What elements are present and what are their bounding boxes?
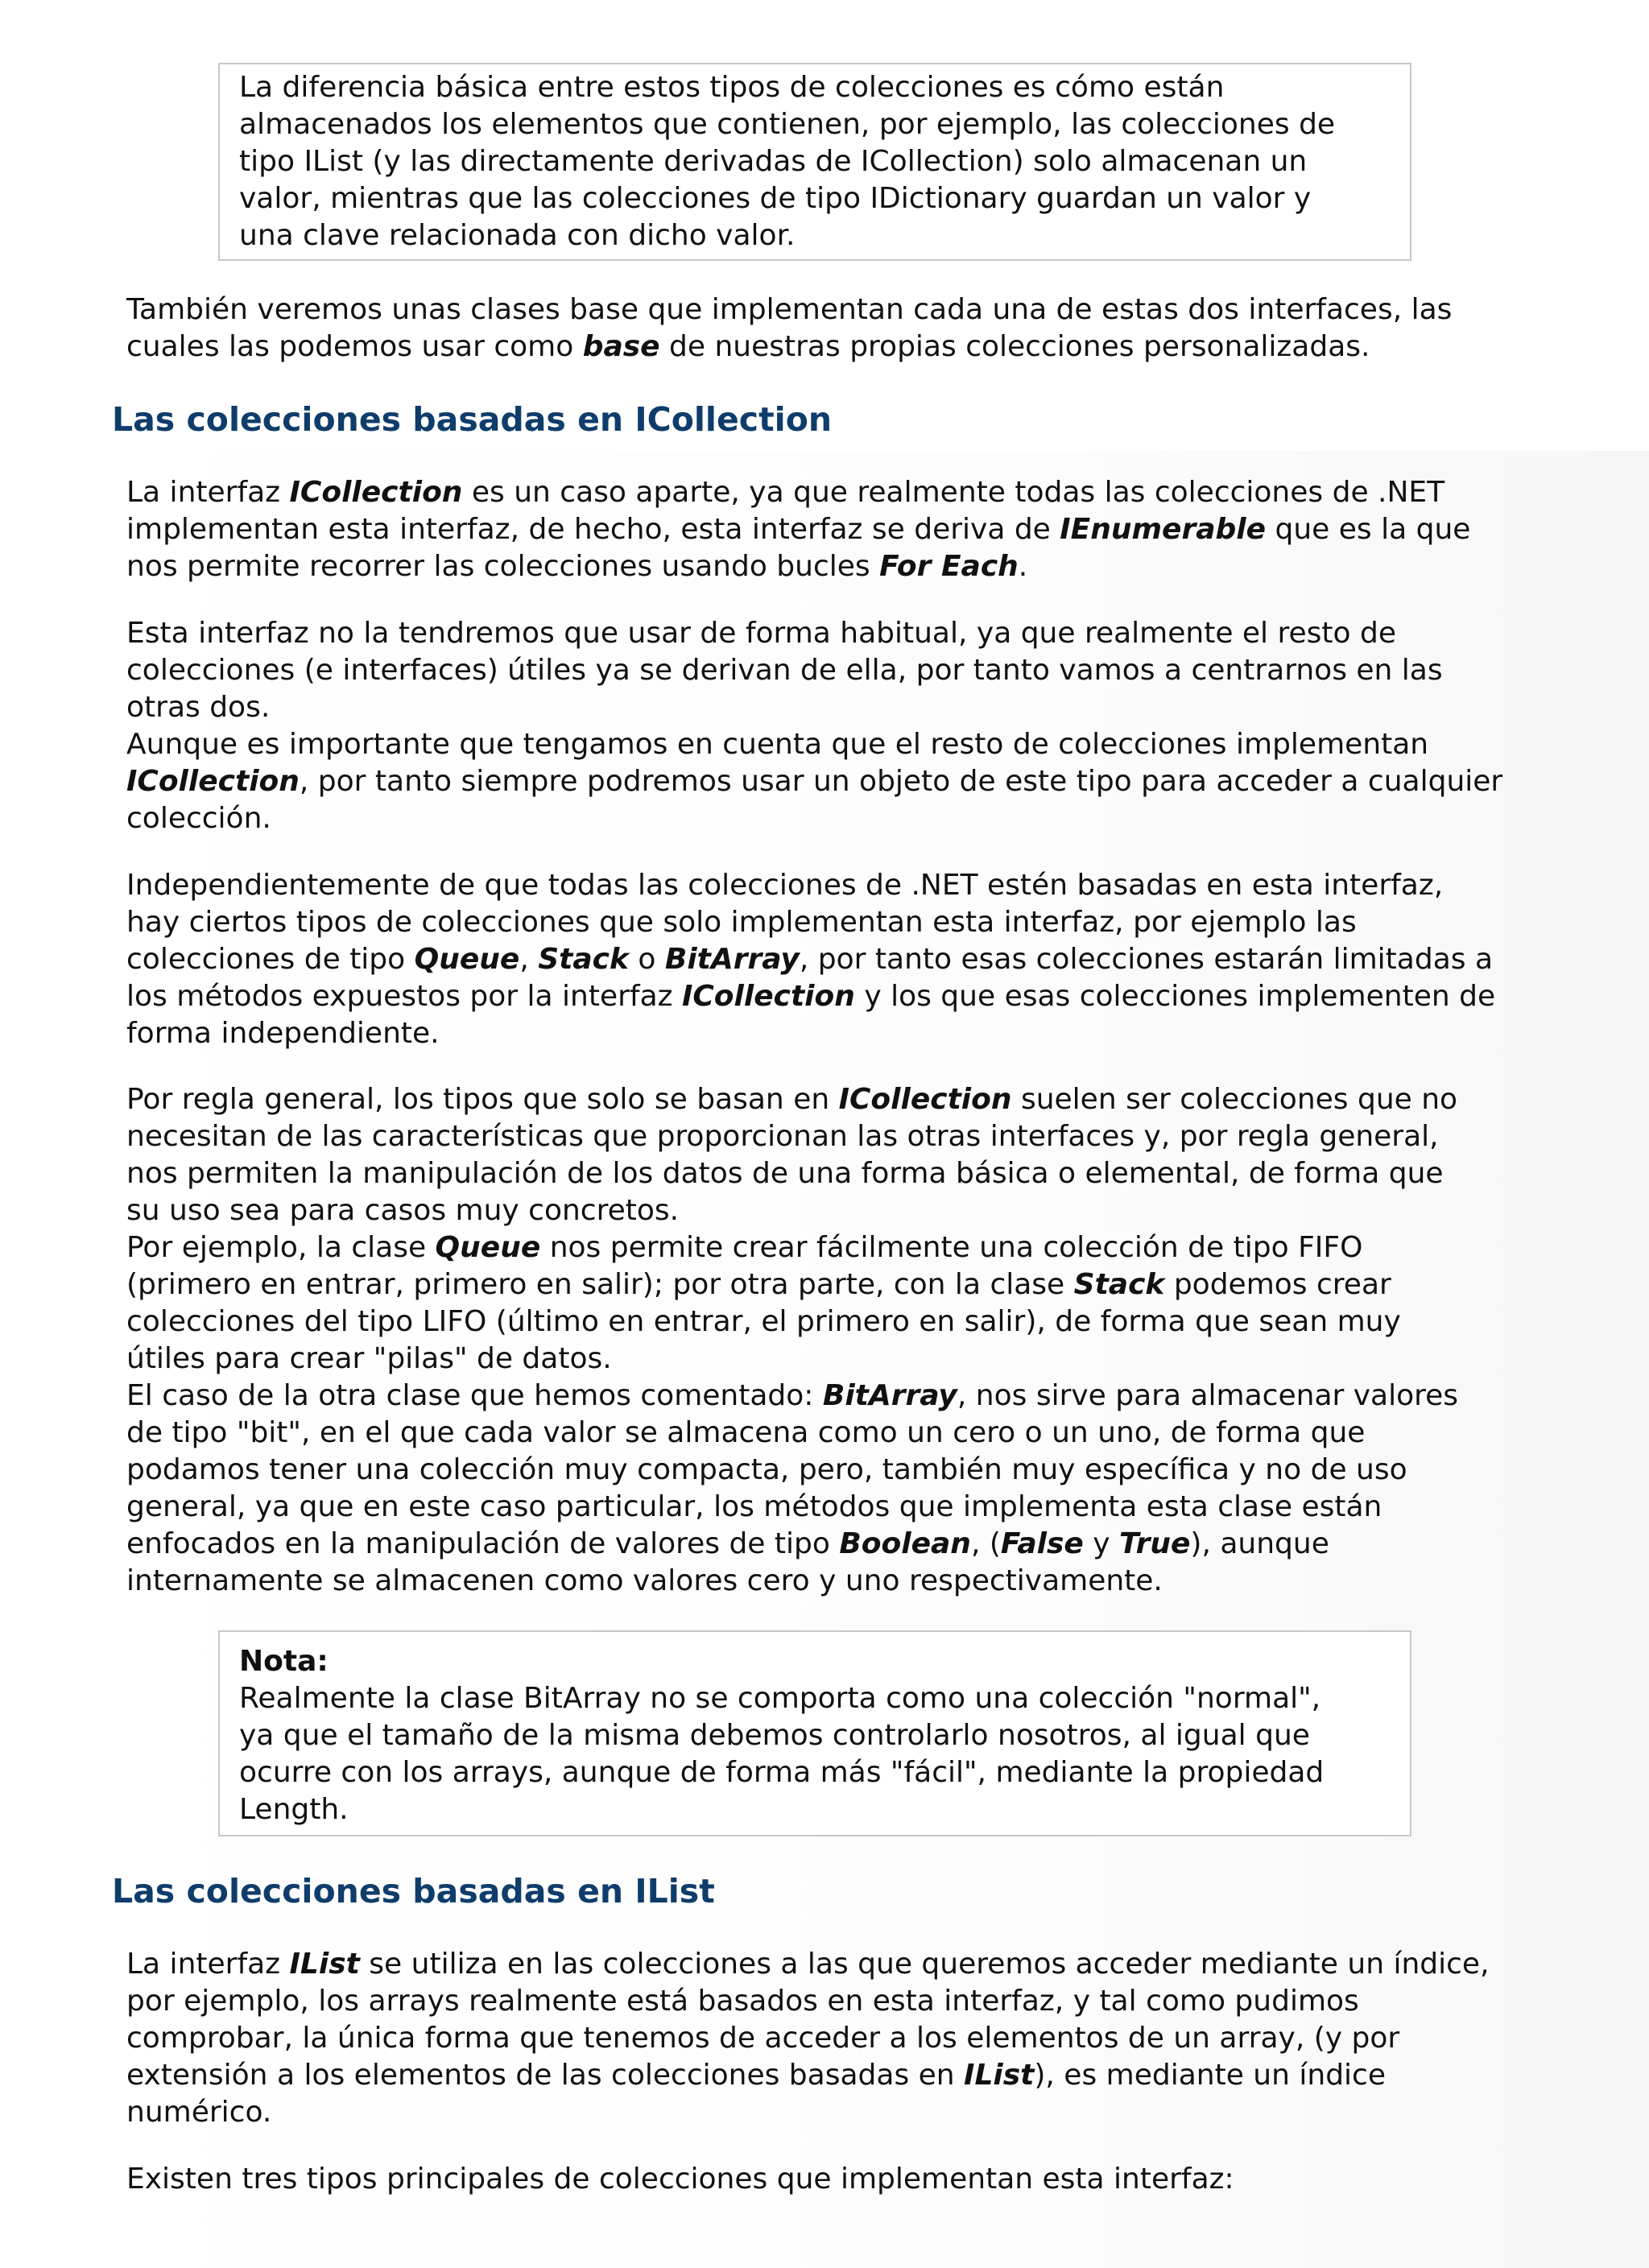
text: que es la que (1266, 513, 1471, 546)
text: nos permite recorrer las colecciones usando bucles (126, 550, 880, 583)
emphasis: ICollection (126, 765, 300, 798)
paragraph-ilist-types (126, 2161, 1527, 2198)
section-heading-ilist: Las colecciones basadas en IList (112, 1872, 715, 1911)
note-line: almacenados los elementos que contienen, por ejemplo, las colecciones de (239, 108, 1336, 141)
text: colecciones de tipo (126, 943, 415, 976)
emphasis: True (1119, 1527, 1191, 1560)
text: ), aunque (1190, 1527, 1329, 1560)
text: colecciones del tipo LIFO (último en entrar, el primero en salir), de forma que sean muy (126, 1305, 1401, 1338)
text: se utiliza en las colecciones a las que queremos acceder mediante un índice, (359, 1948, 1490, 1981)
text: su uso sea para casos muy concretos. (126, 1194, 680, 1227)
text: El caso de la otra clase que hemos comentado: (126, 1379, 823, 1412)
text: es un caso aparte, ya que realmente todas las colecciones de .NET (462, 476, 1445, 509)
emphasis: IEnumerable (1060, 513, 1267, 546)
text: por ejemplo, los arrays realmente está basados en esta interfaz, y tal como pudimos (126, 1985, 1359, 2018)
note-line: valor, mientras que las colecciones de tipo IDictionary guardan un valor y (239, 182, 1312, 215)
text: También veremos unas clases base que implementan cada una de estas dos interfaces, las (126, 293, 1453, 326)
emphasis: False (1000, 1527, 1084, 1560)
emphasis: Boolean (839, 1527, 971, 1560)
text: hay ciertos tipos de colecciones que solo implementan esta interfaz, por ejemplo las (126, 906, 1357, 939)
text: colecciones (e interfaces) útiles ya se derivan de ella, por tanto vamos a centrarnos en las (126, 654, 1443, 687)
emphasis: base (582, 330, 660, 363)
note-line: ocurre con los arrays, aunque de forma más "fácil", mediante la propiedad (239, 1756, 1325, 1789)
text: y los que esas colecciones implementen de (854, 980, 1496, 1013)
emphasis: ICollection (289, 476, 463, 509)
text: podamos tener una colección muy compacta, pero, también muy específica y no de uso (126, 1453, 1407, 1486)
text: nos permite crear fácilmente una colección de tipo FIFO (540, 1231, 1363, 1264)
emphasis: BitArray (822, 1379, 957, 1412)
note-line: Length. (239, 1793, 349, 1826)
text: cuales las podemos usar como (126, 330, 583, 363)
note-line: La diferencia básica entre estos tipos de colecciones es cómo están (239, 71, 1225, 104)
text: ), es mediante un índice (1034, 2059, 1386, 2092)
text: Independientemente de que todas las colecciones de .NET estén basadas en esta interfaz, (126, 869, 1444, 902)
note-box-bitarray (218, 1630, 1411, 1836)
text: comprobar, la única forma que tenemos de acceder a los elementos de un array, (y por (126, 2022, 1400, 2055)
text: necesitan de las características que proporcionan las otras interfaces y, por regla general, (126, 1120, 1439, 1153)
text: , ( (970, 1527, 1001, 1560)
text: extensión a los elementos de las colecciones basadas en (126, 2059, 965, 2092)
text: de tipo "bit", en el que cada valor se almacena como un cero o un uno, de forma que (126, 1416, 1366, 1449)
emphasis: BitArray (664, 943, 800, 976)
text: los métodos expuestos por la interfaz (126, 980, 682, 1013)
emphasis: ICollection (838, 1083, 1012, 1116)
text: internamente se almacenen como valores cero y uno respectivamente. (126, 1564, 1163, 1597)
text: colección. (126, 802, 271, 835)
text: de nuestras propias colecciones personalizadas. (659, 330, 1370, 363)
paragraph-icollection-types (126, 867, 1527, 1052)
note-title: Nota: (239, 1645, 329, 1678)
paragraph-icollection-intro (126, 474, 1527, 585)
note-line: una clave relacionada con dicho valor. (239, 219, 796, 252)
text: numérico. (126, 2096, 272, 2129)
text: (primero en entrar, primero en salir); por otra parte, con la clase (126, 1268, 1074, 1301)
paragraph-icollection-details (126, 1081, 1527, 1600)
paragraph-base-classes (126, 291, 1527, 366)
text: , por tanto esas colecciones estarán limitadas a (799, 943, 1494, 976)
text: enfocados en la manipulación de valores de tipo (126, 1527, 840, 1560)
text: , (519, 943, 539, 976)
text: La interfaz (126, 1948, 290, 1981)
text: nos permiten la manipulación de los datos de una forma básica o elemental, de forma que (126, 1157, 1444, 1190)
text: Por ejemplo, la clase (126, 1231, 436, 1264)
text: suelen ser colecciones que no (1011, 1083, 1458, 1116)
paragraph-ilist-intro (126, 1946, 1527, 2131)
emphasis: IList (289, 1948, 360, 1981)
text: . (1018, 550, 1028, 583)
emphasis: Queue (435, 1231, 541, 1264)
note-line: ya que el tamaño de la misma debemos controlarlo nosotros, al igual que (239, 1719, 1310, 1752)
text: , nos sirve para almacenar valores (957, 1379, 1459, 1412)
text: Existen tres tipos principales de colecciones que implementan esta interfaz: (126, 2163, 1234, 2196)
emphasis: IList (964, 2059, 1035, 2092)
emphasis: ICollection (681, 980, 855, 1013)
text: La interfaz (126, 476, 290, 509)
text: o (628, 943, 665, 976)
emphasis: Stack (538, 943, 629, 976)
text: y (1083, 1527, 1120, 1560)
emphasis: Queue (414, 943, 520, 976)
text: general, ya que en este caso particular, los métodos que implementa esta clase están (126, 1490, 1382, 1523)
note-line: Realmente la clase BitArray no se comporta como una colección "normal", (239, 1682, 1321, 1715)
text: , por tanto siempre podremos usar un objeto de este tipo para acceder a cualquier (299, 765, 1503, 798)
text: implementan esta interfaz, de hecho, esta interfaz se deriva de (126, 513, 1060, 546)
section-heading-icollection: Las colecciones basadas en ICollection (112, 400, 833, 439)
text: podemos crear (1164, 1268, 1391, 1301)
text: Esta interfaz no la tendremos que usar de forma habitual, ya que realmente el resto de (126, 617, 1397, 650)
text: forma independiente. (126, 1017, 440, 1050)
text: otras dos. (126, 691, 271, 724)
paragraph-icollection-usage (126, 615, 1527, 837)
note-box-intro (218, 63, 1411, 261)
note-line: tipo IList (y las directamente derivadas de ICollection) solo almacenan un (239, 145, 1308, 178)
text: Por regla general, los tipos que solo se basan en (126, 1083, 839, 1116)
text: útiles para crear "pilas" de datos. (126, 1342, 612, 1375)
emphasis: For Each (879, 550, 1019, 583)
emphasis: Stack (1073, 1268, 1165, 1301)
text: Aunque es importante que tengamos en cuenta que el resto de colecciones implementan (126, 728, 1429, 761)
